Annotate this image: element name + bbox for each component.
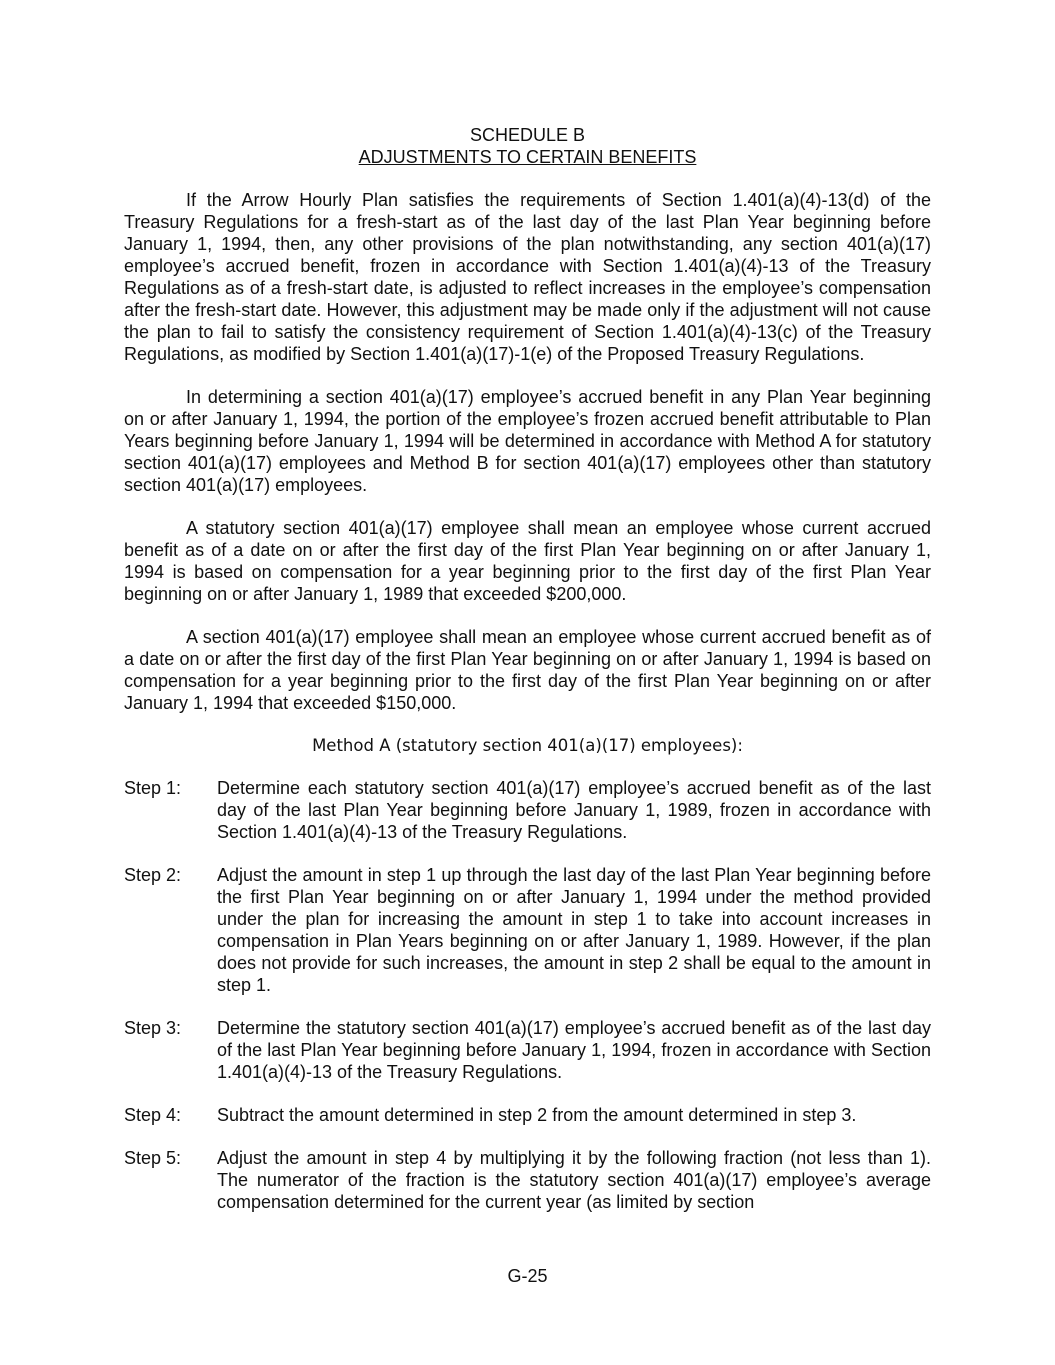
step-text: Subtract the amount determined in step 2 from the amount determined in step 3. [217,1105,857,1125]
paragraph-fresh-start: If the Arrow Hourly Plan satisfies the requirements of Section 1.401(a)(4)-13(d) of the Treasury Regulations for a fresh-start as of the last day of the last Plan Year beginning before January 1, 1994, then, any other provisions of the plan notwithstanding, any section 401(a)(17) employee’s accrued benefit, frozen in accordance with Section 1.401(a)(4)-13 of the Treasury Regulations as of a fresh-start date, is adjusted to reflect increases in the employee’s compensation after the fresh-start date. However, this adjustment may be made only if the adjustment will not cause the plan to fail to satisfy the consistency requirement of Section 1.401(a)(4)-13(c) of the Treasury Regulations, as modified by Section 1.401(a)(17)-1(e) of the Proposed Treasury Regulations. [124,190,931,364]
page-number: G-25 [507,1266,548,1286]
step-5 [124,1147,931,1213]
step-1 [124,777,931,843]
step-label: Step 3: [124,1018,182,1038]
step-text: Adjust the amount in step 1 up through the last day of the last Plan Year beginning before the first Plan Year beginning on or after January 1, 1994 under the method provided under the plan for increasing the amount in step 1 to take into account increases in compensation in Plan Years beginning on or after January 1, 1989. However, if the plan does not provide for such increases, the amount in step 2 shall be equal to the amount in step 1. [217,865,931,995]
schedule-label: SCHEDULE B [469,125,586,145]
paragraph-section-definition: A section 401(a)(17) employee shall mean an employee whose current accrued benefit as of a date on or after the first day of the first Plan Year beginning on or after January 1, 1994 is based on compensation for a year beginning prior to the first day of the first Plan Year beginning on or after January 1, 1994 that exceeded $150,000. [124,627,931,713]
title-block [124,124,931,168]
step-text: Determine each statutory section 401(a)(17) employee’s accrued benefit as of the last day of the last Plan Year beginning before January 1, 1989, frozen in accordance with Section 1.401(a)(4)-13 of the Treasury Regulations. [217,778,931,842]
step-2 [124,864,931,996]
page-title: ADJUSTMENTS TO CERTAIN BENEFITS [358,147,697,167]
step-label: Step 1: [124,778,182,798]
paragraph-statutory-definition: A statutory section 401(a)(17) employee shall mean an employee whose current accrued benefit as of a date on or after the first day of the first Plan Year beginning on or after January 1, 1994 is based on compensation for a year beginning prior to the first day of the first Plan Year beginning on or after January 1, 1989 that exceeded $200,000. [124,518,931,604]
step-label: Step 2: [124,865,182,885]
method-a-heading: Method A (statutory section 401(a)(17) employees): [312,736,743,755]
paragraph-determining-benefit: In determining a section 401(a)(17) employee’s accrued benefit in any Plan Year beginning on or after January 1, 1994, the portion of the employee’s frozen accrued benefit attributable to Plan Years beginning before January 1, 1994 will be determined in accordance with Method A for statutory section 401(a)(17) employees and Method B for section 401(a)(17) employees other than statutory section 401(a)(17) employees. [124,387,931,495]
step-text: Adjust the amount in step 4 by multiplying it by the following fraction (not less than 1). The numerator of the fraction is the statutory section 401(a)(17) employee’s average compensation determined for the current year (as limited by section [217,1148,931,1212]
document-page [124,124,931,1234]
step-text: Determine the statutory section 401(a)(17) employee’s accrued benefit as of the last day of the last Plan Year beginning before January 1, 1994, frozen in accordance with Section 1.401(a)(4)-13 of the Treasury Regulations. [217,1018,931,1082]
step-label: Step 5: [124,1148,182,1168]
step-3 [124,1017,931,1083]
step-label: Step 4: [124,1105,182,1125]
step-4 [124,1104,931,1126]
